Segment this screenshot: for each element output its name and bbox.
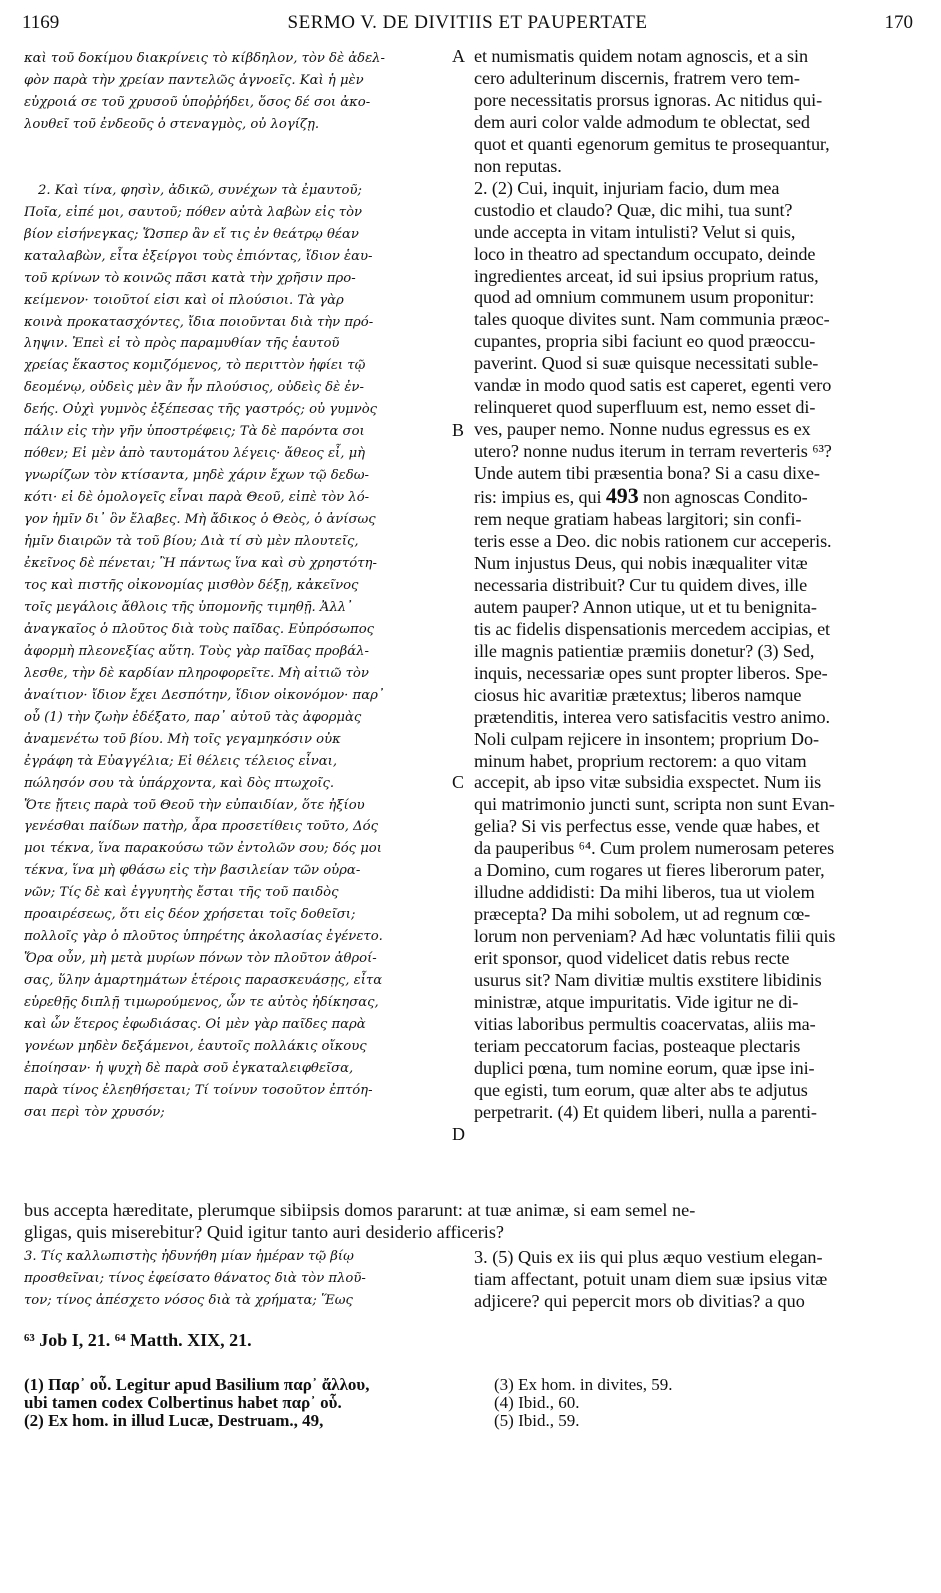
greek-line: γενέσθαι παίδων πατὴρ, ἆρα προσετίθεις τοῦτο, Δός bbox=[24, 819, 378, 835]
latin-line: duplici pœna, tum nomine eorum, quæ ipse ini- bbox=[474, 1057, 815, 1078]
greek-line: τοῦ κρίνων τὸ κοινῶς πᾶσι κατὰ τὴν χρῆσιν προ- bbox=[24, 270, 356, 286]
greek-line: δεομένῳ, οὐδεὶς μὲν ἂν ἦν πλούσιος, οὐδεὶς δὲ ἐν- bbox=[24, 380, 364, 396]
footnote-line: (3) Ex hom. in divites, 59. bbox=[494, 1375, 673, 1394]
latin-wide-line: bus accepta hæreditate, plerumque sibiipsis domos pararunt: at tuæ animæ, si eam semel ne- bbox=[24, 1200, 696, 1220]
latin-line: vitias laboribus permultis coacervatas, aliis ma- bbox=[474, 1013, 816, 1034]
latin-line: vandæ in modo quod satis est caperet, egenti vero bbox=[474, 375, 832, 396]
paragraph-gap bbox=[24, 136, 458, 180]
latin-line: tales quoque divites sunt. Nam communia præoc- bbox=[474, 309, 830, 330]
running-title: SERMO V. DE DIVITIIS ET PAUPERTATE bbox=[287, 12, 648, 33]
latin-line: da pauperibus ⁶⁴. Cum prolem numerosam peteres bbox=[474, 838, 835, 859]
footnotes-right bbox=[494, 1376, 894, 1430]
greek-line: μοι τέκνα, ἵνα παρακούσω τῶν ἐντολῶν σου; δός μοι bbox=[24, 841, 382, 857]
latin-line: necessaria distribuit? Cur tu quidem dives, ille bbox=[474, 574, 808, 595]
greek-line: τέκνα, ἵνα μὴ φθάσω εἰς τὴν βασιλείαν τῶν οὐρα- bbox=[24, 863, 361, 879]
latin-line: non reputas. bbox=[474, 155, 562, 176]
greek-line: γονέων μηδὲν δεξάμενοι, ἑαυτοῖς πολλάκις οἴκους bbox=[24, 1038, 367, 1054]
greek-line: Ὅρα οὖν, μὴ μετὰ μυρίων πόνων τὸν πλοῦτον ἀθροί- bbox=[24, 951, 377, 967]
greek-line: εὐχροιά σε τοῦ χρυσοῦ ὑποῤῥήδει, ὅσος δέ σοι ἀκο- bbox=[24, 94, 371, 110]
footnote-line: (2) Ex hom. in illud Lucæ, Destruam., 49, bbox=[24, 1411, 324, 1430]
scripture-references: ⁶³ Job I, 21. ⁶⁴ Matth. XIX, 21. bbox=[24, 1330, 252, 1350]
greek-line: πώλησόν σου τὰ ὑπάρχοντα, καὶ δὸς πτωχοῖς. bbox=[24, 775, 335, 791]
latin-line: autem pauper? Annon utique, ut et tu benignita- bbox=[474, 596, 817, 617]
latin-wide-line: gligas, quis miserebitur? Quid igitur tanto auri desiderio afficeris? bbox=[24, 1222, 504, 1242]
greek-line: λεσθε, τὴν δὲ καρδίαν πληροφορεῖτε. Μὴ αἰτιῶ τὸν bbox=[24, 665, 369, 681]
latin-line: Noli culpam rejicere in insontem; proprium Do- bbox=[474, 728, 819, 749]
latin-line: que egisti, tum eorum, quæ alter abs te adjutus bbox=[474, 1079, 808, 1100]
latin-line: Unde autem tibi præsentia bona? Si a casu dixe- bbox=[474, 463, 820, 484]
latin-line: quot et quanti egenorum gemitus te prosequantur, bbox=[474, 133, 830, 154]
latin-line: pore necessitatis prorsus ignoras. Ac nitidus qui- bbox=[474, 89, 823, 110]
latin-line: ciosus hic avaritiæ prætextus; liberos namque bbox=[474, 684, 802, 705]
greek-line: καὶ τοῦ δοκίμου διακρίνεις τὸ κίβδηλον, τὸν δὲ ἀδελ- bbox=[24, 51, 386, 66]
footnote-line: (5) Ibid., 59. bbox=[494, 1411, 580, 1430]
greek-line: προαιρέσεως, ὅτι εἰς δέον χρήσεται τοῖς δοθεῖσι; bbox=[24, 907, 356, 923]
latin-line: tiam affectant, potuit unam diem suæ ipsius vitæ bbox=[474, 1269, 828, 1289]
greek-line: τοῖς μεγάλοις ἄθλοις τῆς ὑπομονῆς τιμηθῇ. Ἀλλ᾿ bbox=[24, 599, 353, 615]
latin-line: et numismatis quidem notam agnoscis, et a sin bbox=[474, 46, 808, 66]
page-number-right: 170 bbox=[884, 12, 913, 33]
latin-line: qui matrimonio juncti sunt, scripta non sunt Evan- bbox=[474, 794, 835, 815]
latin-line: 2. (2) Cui, inquit, injuriam facio, dum mea bbox=[474, 177, 780, 198]
latin-line: quod ad omnium communem usum proponitur: bbox=[474, 287, 815, 308]
latin-line: accepit, ab ipso vitæ subsidia exspectet. Num iis bbox=[474, 772, 822, 793]
latin-line: erit sponsor, quod videlicet datis rebus recte bbox=[474, 948, 790, 969]
greek-line: δεής. Οὐχὶ γυμνὸς ἐξέπεσας τῆς γαστρός; οὐ γυμνὸς bbox=[24, 402, 378, 418]
latin-column bbox=[474, 46, 914, 1124]
latin-line: utero? nonne nudus iterum in terram reverteris ⁶³? bbox=[474, 441, 832, 462]
margin-letter-a: A bbox=[452, 46, 465, 66]
greek-line: ἡμῖν διαιρῶν τὰ τοῦ βίου; Διὰ τί σὺ μὲν πλουτεῖς, bbox=[24, 534, 359, 550]
greek-line: 3. Τίς καλλωπιστὴς ἠδυνήθη μίαν ἡμέραν τῷ βίῳ bbox=[24, 1249, 354, 1264]
latin-line: Num injustus Deus, qui nobis inæqualiter vitæ bbox=[474, 552, 808, 573]
footnote-line: ubi tamen codex Colbertinus habet παρ᾿ οὗ. bbox=[24, 1393, 342, 1412]
greek-line: πολλοῖς γὰρ ὁ πλοῦτος ὑπηρέτης ἀκολασίας ἐγένετο. bbox=[24, 929, 383, 945]
latin-line: perpetrarit. (4) Et quidem liberi, nulla a parenti- bbox=[474, 1101, 817, 1122]
greek-line: κείμενον· τοιοῦτοί εἰσι καὶ οἱ πλούσιοι. Τὰ γὰρ bbox=[24, 292, 344, 308]
greek-line: κότι· εἰ δὲ ὁμολογεῖς εἶναι παρὰ Θεοῦ, εἰπὲ τὸν λό- bbox=[24, 490, 370, 506]
footnote-line: (4) Ibid., 60. bbox=[494, 1393, 580, 1412]
latin-line: relinqueret quod superfluum est, nemo esset di- bbox=[474, 397, 816, 418]
latin-line: teriam peccatorum facias, posteaque plectaris bbox=[474, 1035, 801, 1056]
latin-line: unde accepta in vitam intulisti? Velut si quis, bbox=[474, 221, 796, 242]
greek-line: καταλαβὼν, εἶτα ἐξείργοι τοὺς ἐπιόντας, ἴδιον ἑαυ- bbox=[24, 248, 373, 264]
greek-line: ἀναίτιον· ἴδιον ἔχει Δεσπότην, ἴδιον οἰκονόμον· παρ᾿ bbox=[24, 687, 385, 703]
latin-line: lorum non perveniam? Ad hæc voluntatis filii quis bbox=[474, 926, 836, 947]
greek-line: γνωρίζων τὸν κτίσαντα, μηδὲ χάριν ἔχων τῷ δεδω- bbox=[24, 468, 369, 484]
greek-line: Ὅτε ᾔτεις παρὰ τοῦ Θεοῦ τὴν εὐπαιδίαν, ὅτε ἠξίου bbox=[24, 797, 365, 813]
latin-line: ministræ, atque impuritatis. Vide igitur ne di- bbox=[474, 991, 799, 1012]
greek-line: ἀναμενέτω τοῦ βίου. Μὴ τοῖς γεγαμηκόσιν οὐκ bbox=[24, 731, 341, 747]
latin-line: paverint. Quod si suæ quisque necessitati suble- bbox=[474, 353, 819, 374]
greek-line: 2. Καὶ τίνα, φησὶν, ἀδικῶ, συνέχων τὰ ἐμαυτοῦ; bbox=[38, 182, 362, 198]
latin-line: usurus sit? Nam divitiæ multis exstitere libidinis bbox=[474, 970, 822, 991]
latin-line: gelia? Si vis perfectus esse, vende quæ habes, et bbox=[474, 816, 820, 837]
latin-line: minum habet, proprium rectorem: a quo vitam bbox=[474, 750, 807, 771]
latin-line: dem auri color valde admodum te oblectat, sed bbox=[474, 111, 810, 132]
greek-line: τος καὶ πιστῆς οἰκονομίας μισθὸν δέξῃ, κἀκεῖνος bbox=[24, 577, 359, 593]
latin-line: 3. (5) Quis ex iis qui plus æquo vestium elegan- bbox=[474, 1247, 823, 1267]
greek-column bbox=[24, 48, 458, 1124]
latin-line: ris: impius es, qui 493 non agnoscas Condito- bbox=[474, 485, 808, 509]
greek-line: οὗ (1) τὴν ζωὴν ἐδέξατο, παρ᾿ αὐτοῦ τὰς ἀφορμὰς bbox=[24, 709, 362, 725]
greek-line: ἐποίησαν· ἡ ψυχὴ δὲ παρὰ σοῦ ἐγκαταλειφθεῖσα, bbox=[24, 1060, 354, 1076]
greek-line: χρείας ἕκαστος κομιζόμενος, τὸ περιττὸν ἠφίει τῷ bbox=[24, 358, 366, 374]
latin-line: adjicere? qui pepercit mors ob divitias? a quo bbox=[474, 1291, 805, 1311]
greek-line: γον ἡμῖν δι᾿ ὃν ἔλαβες. Μὴ ἄδικος ὁ Θεὸς, ὁ ἀνίσως bbox=[24, 512, 376, 528]
greek-section-3 bbox=[24, 1246, 458, 1312]
greek-line: ληψιν. Ἐπεὶ εἰ τὸ πρὸς παραμυθίαν τῆς ἑαυτοῦ bbox=[24, 336, 340, 352]
latin-line: loco in theatro ad spectandum occupato, deinde bbox=[474, 243, 816, 264]
greek-line: νῶν; Τίς δὲ καὶ ἐγγυητὴς ἔσται τῆς τοῦ παιδὸς bbox=[24, 885, 339, 901]
greek-line: σαι περὶ τὸν χρυσόν; bbox=[24, 1104, 165, 1120]
latin-line: cupantes, propria sibi faciunt eo quod præoccu- bbox=[474, 331, 816, 352]
running-header bbox=[22, 12, 913, 38]
latin-section-3 bbox=[474, 1246, 914, 1312]
footnote-line: (1) Παρ᾿ οὗ. Legitur apud Basilium παρ᾿ ἄλλου, bbox=[24, 1375, 370, 1394]
greek-line: φὸν παρὰ τὴν χρείαν παντελῶς ἀγνοεῖς. Καὶ ἡ μὲν bbox=[24, 72, 364, 88]
margin-letter-d: D bbox=[452, 1124, 465, 1144]
latin-line: a Domino, cum rogares ut fieres liberorum pater, bbox=[474, 860, 825, 881]
greek-line: λουθεῖ τοῦ ἐνδεοῦς ὁ στεναγμὸς, οὐ λογίζῃ. bbox=[24, 116, 320, 132]
greek-line: παρὰ τίνος ἐλεηθήσεται; Τί τοίνυν τοσοῦτον ἐπτόη- bbox=[24, 1082, 373, 1098]
latin-line: teris esse a Deo. dic nobis rationem cur acceperis. bbox=[474, 530, 832, 551]
latin-line: ille magnis patientiæ præmiis donetur? (3) Sed, bbox=[474, 640, 815, 661]
latin-line: ves, pauper nemo. Nonne nudus egressus es ex bbox=[474, 419, 811, 440]
greek-line: τον; τίνος ἀπέσχετο νόσος διὰ τὰ χρήματα; Ἕως bbox=[24, 1293, 353, 1308]
greek-line: ἀφορμὴ πλεονεξίας αὕτη. Τοὺς γὰρ παῖδας προβάλ- bbox=[24, 643, 369, 659]
full-width-lines bbox=[24, 1199, 916, 1243]
greek-line: βίον εἰσήνεγκας; Ὥσπερ ἂν εἴ τις ἐν θεάτρῳ θέαν bbox=[24, 226, 359, 242]
latin-line: prætenditis, interea vero satisfacitis vestro animo. bbox=[474, 706, 830, 727]
greek-line: ἀναγκαῖος ὁ πλοῦτος διὰ τοὺς παῖδας. Εὐπρόσωπος bbox=[24, 621, 375, 637]
column-number-marker: 493 bbox=[605, 485, 639, 509]
greek-line: ἐγράφη τὰ Εὐαγγέλια; Εἰ θέλεις τέλειος εἶναι, bbox=[24, 753, 338, 769]
page-number-left: 1169 bbox=[22, 12, 60, 33]
greek-line: πάλιν εἰς τὴν γῆν ὑποστρέφεις; Τὰ δὲ παρόντα σοι bbox=[24, 424, 365, 440]
greek-line: προσθεῖναι; τίνος ἐφείσατο θάνατος διὰ τὸν πλοῦ- bbox=[24, 1271, 366, 1286]
greek-line: καὶ ὧν ἕτερος ἐφωδιάσας. Οἱ μὲν γὰρ παῖδες παρὰ bbox=[24, 1017, 366, 1033]
latin-line: rem neque gratiam habeas largitori; sin confi- bbox=[474, 509, 802, 530]
greek-line: σας, ὕλην ἁμαρτημάτων ἑτέροις παρασκευάσῃς, εἶτα bbox=[24, 973, 383, 989]
greek-line: πόθεν; Εἰ μὲν ἀπὸ ταυτομάτου λέγεις· ἄθεος εἶ, μὴ bbox=[24, 446, 366, 462]
latin-line: cero adulterinum discernis, fratrem vero tem- bbox=[474, 67, 800, 88]
latin-line: ingredientes arceat, id sui ipsius proprium ratus, bbox=[474, 265, 819, 286]
margin-letter-c: C bbox=[452, 772, 465, 792]
latin-line: custodio et claudo? Quæ, dic mihi, tua sunt? bbox=[474, 199, 793, 220]
margin-letter-b: B bbox=[452, 420, 465, 440]
latin-line: illudne addidisti: Da mihi liberos, tua ut violem bbox=[474, 882, 815, 903]
greek-line: Ποῖα, εἰπέ μοι, σαυτοῦ; πόθεν αὐτὰ λαβὼν εἰς τὸν bbox=[24, 204, 363, 220]
footnotes-left bbox=[24, 1376, 464, 1430]
latin-line: præcepta? Da mihi sobolem, ut ad regnum cœ- bbox=[474, 904, 811, 925]
latin-line: tis ac fidelis dispensationis mercedem accipias, et bbox=[474, 618, 831, 639]
latin-line: inquis, necessariæ opes sunt propter liberos. Spe- bbox=[474, 662, 828, 683]
greek-line: εὑρεθῇς διπλῇ τιμωρούμενος, ὧν τε αὐτὸς ἠδίκησας, bbox=[24, 995, 379, 1011]
greek-line: ἐκεῖνος δὲ πένεται; Ἢ πάντως ἵνα καὶ σὺ χρηστότη- bbox=[24, 556, 377, 572]
greek-line: κοινὰ προκατασχόντες, ἴδια ποιοῦνται διὰ τὴν πρό- bbox=[24, 314, 374, 330]
